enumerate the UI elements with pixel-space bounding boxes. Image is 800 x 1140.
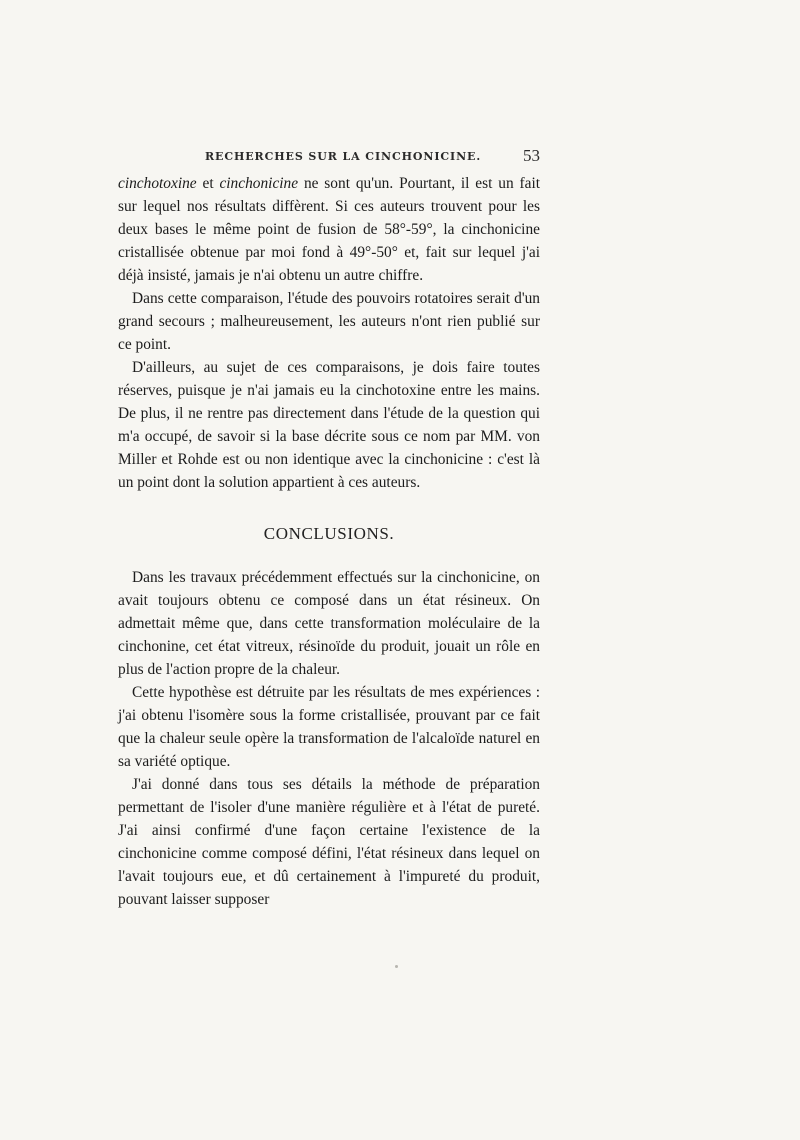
term-cinchonicine: cinchonicine [219,175,299,192]
conclusions-paragraph-1: Dans les travaux précédemment effectués sur la cinchonicine, on avait toujours obtenu ce composé dans un état résineux. On admettait même que, dans cette transformation moléculaire de la cinchonine, cet état vitreux, résinoïde du produit, jouait un rôle en plus de l'action propre de la chaleur. [118,569,540,678]
paper-speck [395,965,398,968]
running-head [118,146,540,170]
conclusions-paragraph-2: Cette hypothèse est détruite par les résultats de mes expériences : j'ai obtenu l'isomère sous la forme cristallisée, prouvant par ce fait que la chaleur seule opère la transformation de l'alcaloïde naturel en sa variété optique. [118,684,540,770]
page-content [118,146,540,911]
paragraph-1-rest: ne sont qu'un. Pourtant, il est un fait sur lequel nos résultats diffèrent. Si ces auteurs trouvent pour les deux bases le même point de fusion de 58°-59°, la cinchonicine cristallisée obtenue par moi fond à 49°-50° et, fait sur lequel j'ai déjà insisté, jamais je n'ai obtenu un autre chiffre. [118,175,540,284]
body-paragraph-1 [118,172,540,287]
body-paragraph-2: Dans cette comparaison, l'étude des pouvoirs rotatoires serait d'un grand secours ; malheureusement, les auteurs n'ont rien publié sur ce point. [118,290,540,353]
page-number: 53 [523,146,540,165]
conjunction: et [196,175,220,192]
body-paragraph-3: D'ailleurs, au sujet de ces comparaisons, je dois faire toutes réserves, puisque je n'ai jamais eu la cinchotoxine entre les mains. De plus, il ne rentre pas directement dans l'étude de la question qui m'a occupé, de savoir si la base décrite sous ce nom par MM. von Miller et Rohde est ou non identique avec la cinchonicine : c'est là un point dont la solution appartient à ces auteurs. [118,359,540,491]
conclusions-paragraph-3: J'ai donné dans tous ses détails la méthode de préparation permettant de l'isoler d'une manière régulière et à l'état de pureté. J'ai ainsi confirmé d'une façon certaine l'existence de la cinchonicine comme composé défini, l'état résineux dans lequel on l'avait toujours eue, et dû certainement à l'impureté du produit, pouvant laisser supposer [118,776,540,908]
term-cinchotoxine: cinchotoxine [118,175,197,192]
section-title-conclusions: CONCLUSIONS. [263,524,395,543]
running-title: RECHERCHES SUR LA CINCHONICINE. [205,150,482,163]
